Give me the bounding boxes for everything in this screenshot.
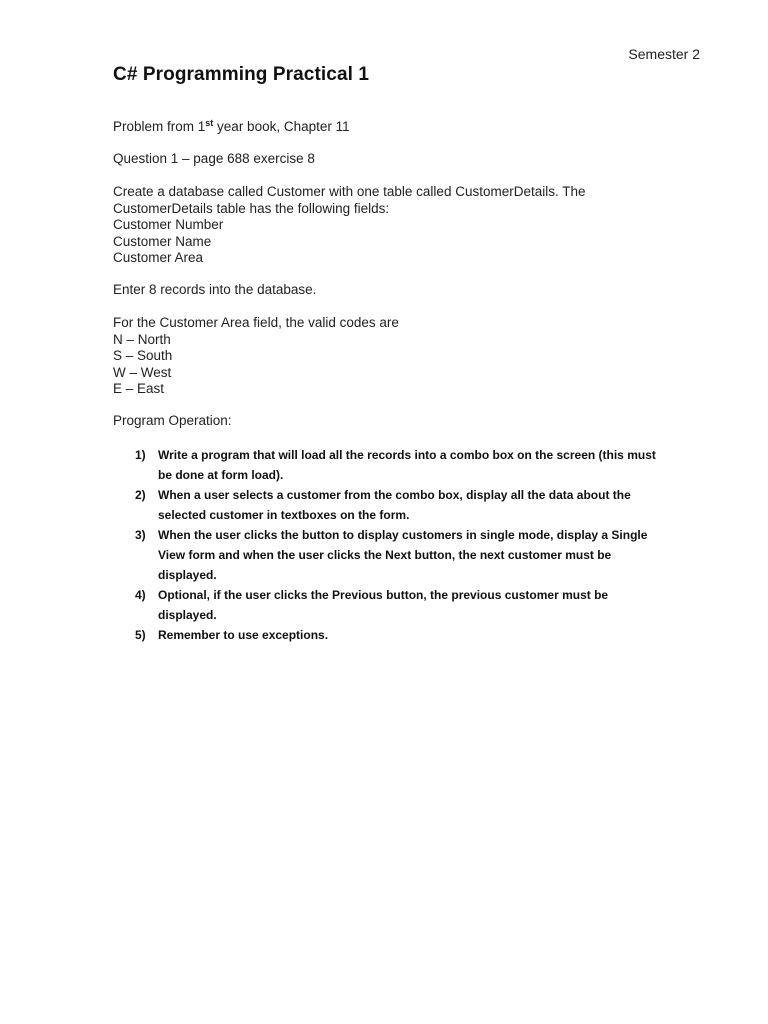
database-line-2: CustomerDetails table has the following fields: [113,200,390,216]
step-number: 1) [135,448,146,462]
step-line: Remember to use exceptions. [158,628,329,642]
question-line: Question 1 – page 688 exercise 8 [113,151,315,166]
step-number: 3) [135,528,146,542]
step-number: 2) [135,488,146,502]
area-codes-intro: For the Customer Area field, the valid codes are [113,315,399,330]
area-code-east: E – East [113,381,165,396]
area-code-west: W – West [113,364,172,380]
operation-steps [113,445,673,645]
field-customer-number: Customer Number [113,217,224,232]
semester-label: Semester 2 [628,46,700,62]
area-codes [113,315,673,398]
area-code-north: N – North [113,331,171,347]
database-line-1: Create a database called Customer with one table called CustomerDetails. The [113,184,586,199]
problem-source [113,119,673,136]
field-customer-area: Customer Area [113,250,204,265]
step-line: displayed. [158,568,217,582]
operation-step [113,485,673,525]
step-line: be done at form load). [158,468,284,482]
step-line: Write a program that will load all the records into a combo box on the screen (this must [158,448,656,462]
step-line: View form and when the user clicks the Next button, the next customer must be [158,548,612,562]
step-line: selected customer in textboxes on the form. [158,508,410,522]
records-instruction: Enter 8 records into the database. [113,282,317,297]
database-instructions [113,184,673,267]
field-customer-name: Customer Name [113,233,212,249]
step-line: When the user clicks the button to display customers in single mode, display a Single [158,528,648,542]
step-line: Optional, if the user clicks the Previous button, the previous customer must be [158,588,609,602]
step-number: 4) [135,588,146,602]
operation-heading: Program Operation: [113,413,232,428]
problem-prefix: Problem from 1 [113,119,206,134]
operation-step [113,445,673,485]
page-title: C# Programming Practical 1 [113,64,370,85]
step-number: 5) [135,628,146,642]
problem-superscript: st [205,118,214,128]
operation-step [113,625,673,645]
area-code-south: S – South [113,348,173,363]
step-line: When a user selects a customer from the combo box, display all the data about the [158,488,631,502]
problem-suffix: year book, Chapter 11 [213,119,350,134]
step-line: displayed. [158,608,217,622]
operation-step [113,585,673,625]
operation-step [113,525,673,585]
